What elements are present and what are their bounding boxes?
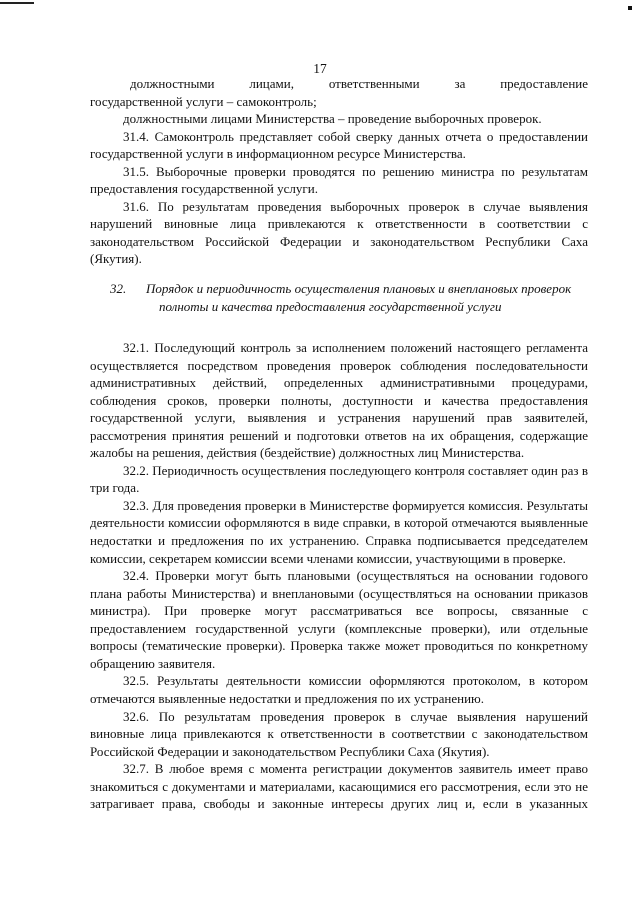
section-number: 32. — [110, 281, 127, 297]
paragraph-32-5: 32.5. Результаты деятельности комиссии оформляются протоколом, в котором отмечаются выявленные недостатки и предложения по их устранению. — [90, 673, 588, 706]
paragraph-31-5: 31.5. Выборочные проверки проводятся по решению министра по результатам предоставления государственной услуги. — [90, 163, 588, 197]
page-number: 17 — [313, 61, 327, 76]
top-rule — [0, 2, 34, 4]
paragraph-32-6: 32.6. По результатам проведения проверок в случае выявления нарушений виновные лица привлекаются к ответственности в соответствии с законодательством Российской Федерации и законодательством Республики Саха (Якутия). — [90, 708, 588, 759]
paragraph-31-6: 31.6. По результатам проведения выборочных проверок в случае выявления нарушений виновные лица привлекаются к ответственности в соответствии с законодательством Российской Федерации и законодательством Республики Саха (Якутия). — [90, 198, 588, 267]
paragraph-continuation-line2: государственной услуги – самоконтроль; — [90, 93, 317, 109]
paragraph-officials-selective-checks: должностными лицами Министерства – проведение выборочных проверок. — [123, 111, 542, 127]
section-heading-32 — [90, 280, 588, 315]
paragraph-32-7: 32.7. В любое время с момента регистрации документов заявитель имеет право знакомиться с документами и материалами, касающимися его рассмотрения, если это не затрагивает права, свободы и законные интересы других лиц и, если в указанных — [90, 761, 588, 812]
paragraph-continuation-line1: должностными лицами, ответственными за предоставление — [130, 76, 588, 91]
paragraph-32-4: 32.4. Проверки могут быть плановыми (осуществляться на основании годового плана работы Министерства) и внеплановыми (осуществляться на основании приказов министра). При проверке могут рассматриваться все вопросы, связанные с предоставлением государственной услуги (комплексные проверки), или отдельные вопросы (тематические проверки). Проверка также может проводиться по конкретному обращению заявителя. — [90, 568, 588, 671]
paragraph-32-2: 32.2. Периодичность осуществления последующего контроля составляет один раз в три года. — [90, 462, 588, 496]
paragraph-32-3: 32.3. Для проведения проверки в Министерстве формируется комиссия. Результаты деятельности комиссии оформляются в виде справки, в которой отмечаются выявленные недостатки и предложения по их устранению. Справка подписывается председателем комиссии, секретарем комиссии всеми членами комиссии, участвующими в проверке. — [90, 497, 588, 566]
section-title-line1: Порядок и периодичность осуществления плановых и внеплановых проверок — [146, 281, 572, 297]
paragraph-31-4: 31.4. Самоконтроль представляет собой сверку данных отчета о предоставлении государственной услуги в информационном ресурсе Министерства. — [90, 128, 588, 162]
paragraph-32-1: 32.1. Последующий контроль за исполнением положений настоящего регламента осуществляется посредством проведения проверок соблюдения последовательности административных действий, определенных административными процедурами, соблюдения сроков, проверки полноты, доступности и качества предоставления государственной услуги, выявления и устранения нарушений прав заявителей, рассмотрения принятия решений и подготовки ответов на их обращения, содержащие жалобы на решения, действия (бездействие) должностных лиц Министерства. — [90, 340, 588, 461]
corner-mark — [628, 6, 632, 10]
section-title-line2: полноты и качества предоставления государственной услуги — [159, 298, 502, 314]
document-body — [90, 75, 588, 813]
